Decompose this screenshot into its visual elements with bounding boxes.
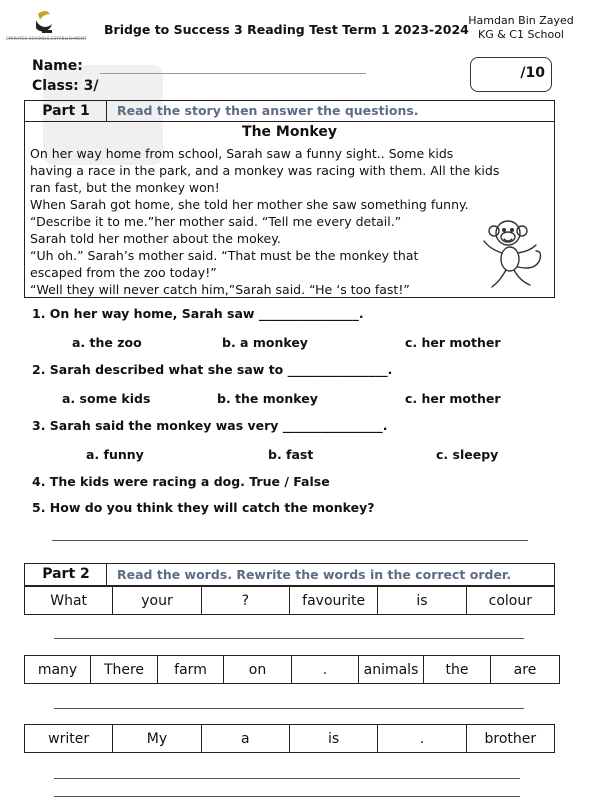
- q3-option-c[interactable]: c. sleepy: [436, 447, 499, 462]
- q3-option-a[interactable]: a. funny: [86, 447, 144, 462]
- test-title: Bridge to Success 3 Reading Test Term 1 2023-2024: [104, 22, 469, 37]
- school-name-line1: Hamdan Bin Zayed: [468, 14, 574, 27]
- logo-caption: EMIRATES SCHOOLS ESTABLISHMENT: [6, 36, 87, 41]
- story-line: When Sarah got home, she told her mother she saw something funny.: [30, 197, 469, 212]
- word-cell: ?: [201, 587, 289, 615]
- word-cell: .: [378, 725, 466, 753]
- monkey-illustration: [478, 215, 548, 295]
- word-cell: brother: [466, 725, 554, 753]
- part1-label: Part 1: [26, 101, 107, 121]
- question-3: 3. Sarah said the monkey was very ________________.: [32, 418, 388, 433]
- class-label: Class: 3/: [32, 78, 99, 94]
- school-logo: [8, 8, 86, 48]
- school-name: [462, 14, 580, 42]
- name-field[interactable]: [100, 73, 366, 74]
- word-cell: My: [113, 725, 201, 753]
- word-cell: the: [424, 656, 491, 684]
- story-line: having a race in the park, and a monkey was racing with them. All the kids: [30, 163, 500, 178]
- story-line: ran fast, but the monkey won!: [30, 180, 220, 195]
- word-cell: on: [224, 656, 292, 684]
- word-cell: are: [491, 656, 560, 684]
- question-5: 5. How do you think they will catch the monkey?: [32, 500, 375, 515]
- q2-option-b[interactable]: b. the monkey: [217, 391, 318, 406]
- q2-option-c[interactable]: c. her mother: [405, 391, 501, 406]
- question-4: 4. The kids were racing a dog. True / False: [32, 474, 330, 489]
- q1-option-a[interactable]: a. the zoo: [72, 335, 142, 350]
- row3-answer-line[interactable]: [54, 778, 520, 779]
- story-line: “Well they will never catch him,”Sarah said. “He ‘s too fast!”: [30, 282, 410, 297]
- row1-answer-line[interactable]: [54, 638, 524, 639]
- word-cell: There: [91, 656, 158, 684]
- word-row-1: [24, 586, 555, 615]
- q2-option-a[interactable]: a. some kids: [62, 391, 151, 406]
- word-row-3: [24, 724, 555, 753]
- word-cell: favourite: [289, 587, 377, 615]
- word-cell: is: [378, 587, 466, 615]
- story-title: The Monkey: [242, 124, 337, 140]
- question-1: 1. On her way home, Sarah saw ________________.: [32, 306, 364, 321]
- score-text: /10: [520, 65, 545, 81]
- word-cell: colour: [466, 587, 554, 615]
- q1-option-c[interactable]: c. her mother: [405, 335, 501, 350]
- word-cell: many: [25, 656, 91, 684]
- story-line: Sarah told her mother about the mokey.: [30, 231, 281, 246]
- name-label: Name:: [32, 58, 83, 74]
- word-cell: animals: [359, 656, 424, 684]
- word-cell: writer: [25, 725, 113, 753]
- story-line: On her way home from school, Sarah saw a funny sight.. Some kids: [30, 146, 454, 161]
- school-name-line2: KG & C1 School: [477, 28, 564, 41]
- question-2: 2. Sarah described what she saw to ________________.: [32, 362, 393, 377]
- row3-answer-line-2[interactable]: [54, 796, 520, 797]
- word-cell: What: [25, 587, 113, 615]
- word-cell: .: [292, 656, 359, 684]
- story-line: “Uh oh.” Sarah’s mother said. “That must be the monkey that: [30, 248, 419, 263]
- q5-answer-line[interactable]: [52, 540, 528, 541]
- story-line: escaped from the zoo today!”: [30, 265, 217, 280]
- word-cell: a: [201, 725, 289, 753]
- word-row-2: [24, 655, 560, 684]
- part2-instruction: Read the words. Rewrite the words in the correct order.: [117, 567, 512, 582]
- part1-instruction: Read the story then answer the questions.: [117, 103, 419, 118]
- part2-label: Part 2: [26, 564, 107, 585]
- word-cell: is: [289, 725, 377, 753]
- story-line: “Describe it to me.”her mother said. “Tell me every detail.”: [30, 214, 402, 229]
- q3-option-b[interactable]: b. fast: [268, 447, 314, 462]
- q1-option-b[interactable]: b. a monkey: [222, 335, 308, 350]
- word-cell: your: [113, 587, 201, 615]
- word-cell: farm: [158, 656, 224, 684]
- row2-answer-line[interactable]: [54, 708, 524, 709]
